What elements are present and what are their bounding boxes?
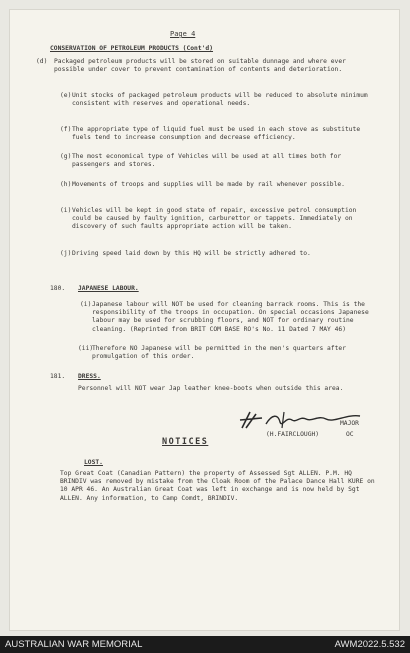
page-number: Page 4	[170, 30, 196, 38]
para-f: The appropriate type of liquid fuel must be used in each stove as substitute fuels tend to increase consumption and decrease efficiency.	[72, 126, 361, 142]
para-h: Movements of troops and supplies will be made by rail whenever possible.	[72, 181, 345, 188]
para-label-j: (j)	[60, 250, 72, 257]
archive-footer	[0, 636, 410, 653]
section-180-p2: Therefore NO Japanese will be permitted in the men's quarters after promulgation of this order.	[92, 345, 347, 361]
lost-notice-text: Top Great Coat (Canadian Pattern) the property of Assessed Sgt ALLEN. P.M. HQ BRINDIV was removed by mistake from the Cloak Room of the Palace Dance Hall KURE on 10 APR 46. An Australian Great Coat was left in exchange and is now held by Sgt ALLEN. Any information, to Camp Comdt, BRINDIV.	[60, 470, 375, 502]
para-d: Packaged petroleum products will be stored on suitable dunnage and where ever possible under cover to prevent contamination of contents and deterioration.	[54, 58, 346, 74]
lost-heading: LOST.	[84, 459, 103, 466]
signatory-name: (H.FAIRCLOUGH)	[266, 431, 320, 438]
notices-heading: NOTICES	[162, 437, 209, 447]
section-180-title: JAPANESE LABOUR.	[78, 285, 139, 292]
section-181-p1: Personnel will NOT wear Jap leather knee-boots when outside this area.	[78, 385, 344, 392]
para-label-g: (g)	[60, 153, 72, 160]
para-label-h: (h)	[60, 181, 72, 188]
section-181-title: DRESS.	[78, 373, 101, 380]
section-heading: CONSERVATION OF PETROLEUM PRODUCTS (Cont'd)	[50, 45, 214, 52]
signatory-rank: MAJOR	[340, 420, 359, 427]
document-page	[10, 10, 399, 630]
section-180-p1-label: (i)	[80, 301, 92, 308]
para-label-d: (d)	[36, 58, 48, 65]
para-i: Vehicles will be kept in good state of repair, excessive petrol consumption could be caused by faulty ignition, carburettor or tappets. Immediately on discovery of such faults appropriate action will be taken.	[72, 207, 357, 231]
signatory-appointment: OC	[346, 431, 354, 438]
record-id: AWM2022.5.532	[334, 639, 405, 650]
para-e: Unit stocks of packaged petroleum products will be reduced to absolute minimum consistent with reserves and operational needs.	[72, 92, 368, 108]
para-j: Driving speed laid down by this HQ will be strictly adhered to.	[72, 250, 311, 257]
para-label-e: (e)	[60, 92, 72, 99]
para-g: The most economical type of Vehicles will be used at all times both for passengers and stores.	[72, 153, 342, 169]
para-label-i: (i)	[60, 207, 72, 214]
section-180-number: 180.	[50, 285, 66, 292]
institution-name: AUSTRALIAN WAR MEMORIAL	[5, 639, 143, 650]
para-label-f: (f)	[60, 126, 72, 133]
section-180-p2-label: (ii)	[78, 345, 94, 352]
section-180-p1: Japanese labour will NOT be used for cleaning barrack rooms. This is the responsibility of the troops in occupation. On special occasions Japanese labour may be used for scrubbing floors, and NOT for ordinary routine cleaning. (Reprinted from BRIT COM BASE RO's No. 11 Dated 7 MAY 46)	[92, 301, 369, 333]
section-181-number: 181.	[50, 373, 66, 380]
